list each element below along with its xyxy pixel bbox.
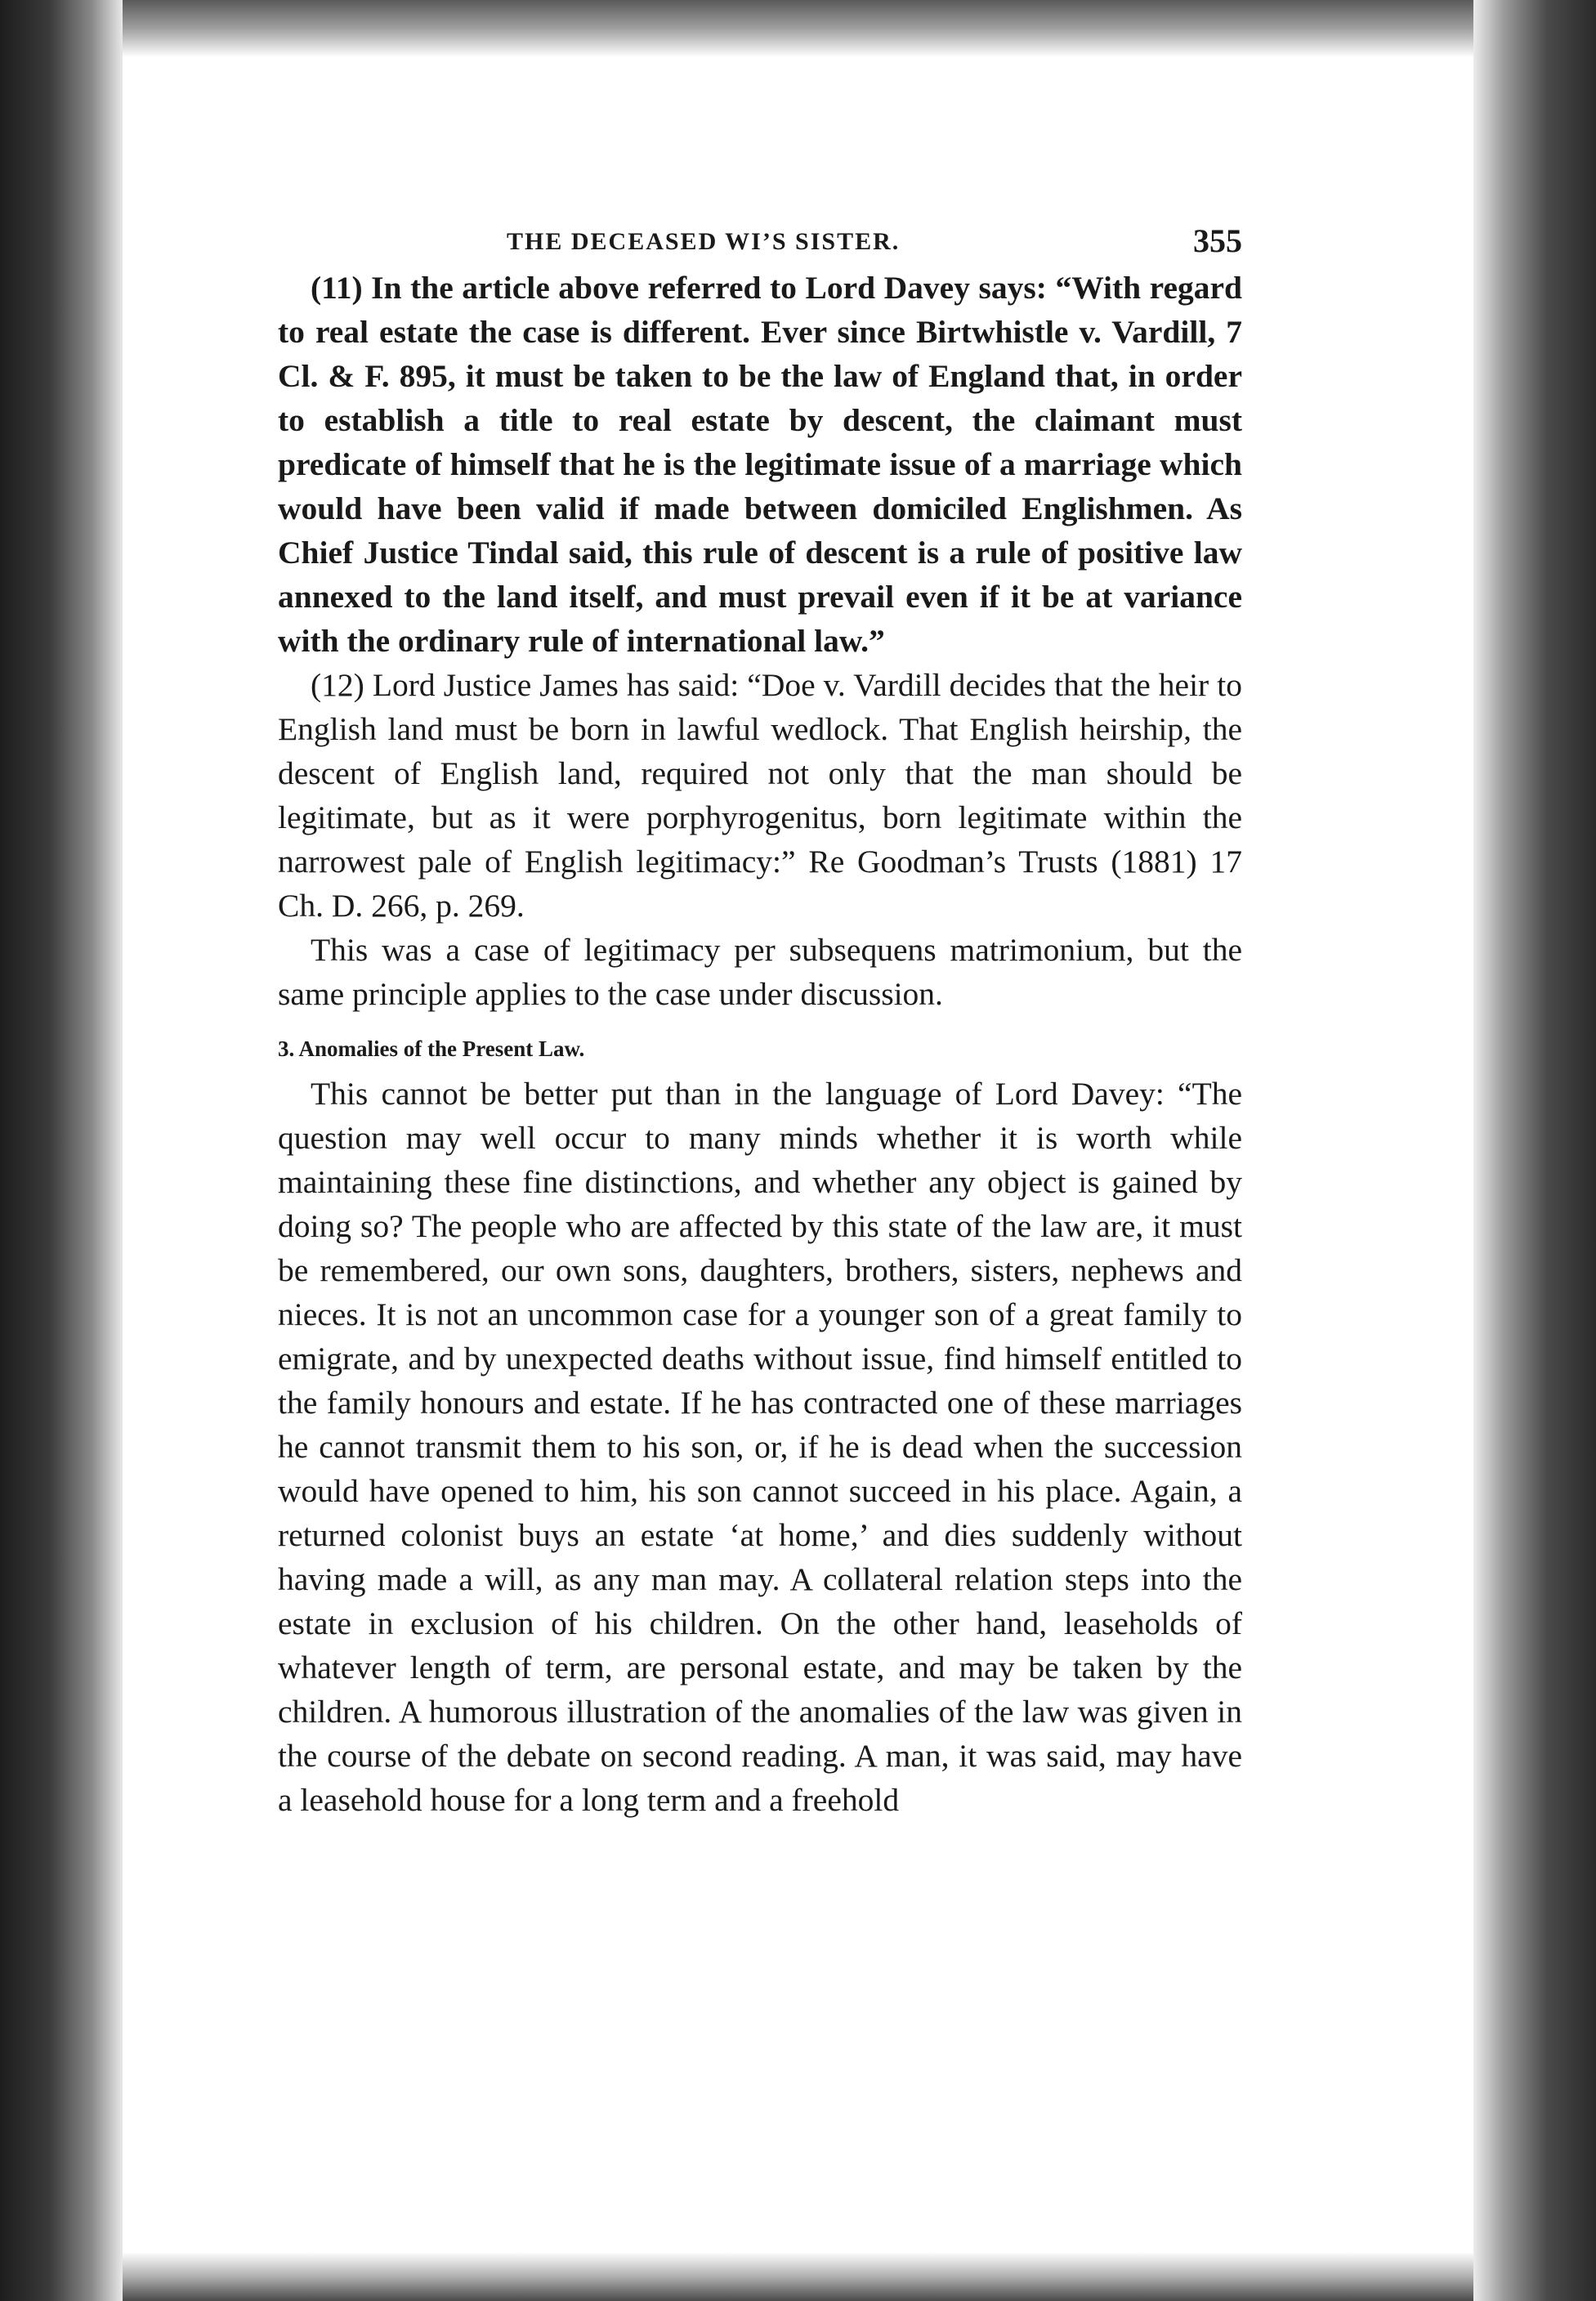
section-heading: 3. Anomalies of the Present Law. <box>278 1036 585 1061</box>
note-12: (12) Lord Justice James has said: “Doe v. Vardill decides that the heir to English land must be born in lawful wedlock. That English heirship, the descent of English land, required not only that the man should be legitimate, but as it were porphyrogenitus, born legitimate within the narrowest pale of English legitimacy:” Re Goodman’s Trusts (1881) 17 Ch. D. 266, p. 269. <box>278 667 1242 924</box>
note-11: (11) In the article above referred to Lord Davey says: “With regard to real estate the case is different. Ever since Birtwhistle v. Vardill, 7 Cl. & F. 895, it must be taken to be the law of England that, in order to establish a title to real estate by descent, the claimant must predicate of himself that he is the legitimate issue of a marriage which would have been valid if made between domiciled Englishmen. As Chief Justice Tindal said, this rule of descent is a rule of positive law annexed to the land itself, and must prevail even if it be at variance with the ordinary rule of international law.” <box>278 270 1242 659</box>
scan-edge-left <box>0 0 123 2301</box>
section-body: This cannot be better put than in the language of Lord Davey: “The question may well occur to many minds whether it is worth while maintaining these fine distinctions, and whether any object is gained by doing so? The people who are affected by this state of the law are, it must be remembered, our own sons, daughters, brothers, sisters, nephews and nieces. It is not an uncommon case for a younger son of a great family to emigrate, and by unexpected deaths without issue, find himself entitled to the family honours and estate. If he has contracted one of these marriages he cannot transmit them to his son, or, if he is dead when the succession would have opened to him, his son cannot succeed in his place. Again, a returned colonist buys an estate ‘at home,’ and dies suddenly without having made a will, as any man may. A collateral relation steps into the estate in exclusion of his children. On the other hand, leaseholds of whatever length of term, are personal estate, and may be taken by the children. A humorous illustration of the anomalies of the law was given in the course of the debate on second reading. A man, it was said, may have a leasehold house for a long term and a freehold <box>278 1076 1242 1818</box>
scan-edge-right <box>1473 0 1596 2301</box>
scan-edge-top <box>0 0 1596 57</box>
page-number: 355 <box>1193 222 1242 259</box>
running-head-title: THE DECEASED WI’S SISTER. <box>507 228 901 255</box>
note-12-followup: This was a case of legitimacy per subsequens matrimonium, but the same principle applies to the case under discussion. <box>278 932 1242 1012</box>
running-head <box>278 217 1242 266</box>
scan-edge-bottom <box>0 2252 1596 2301</box>
book-page <box>278 217 1242 1822</box>
